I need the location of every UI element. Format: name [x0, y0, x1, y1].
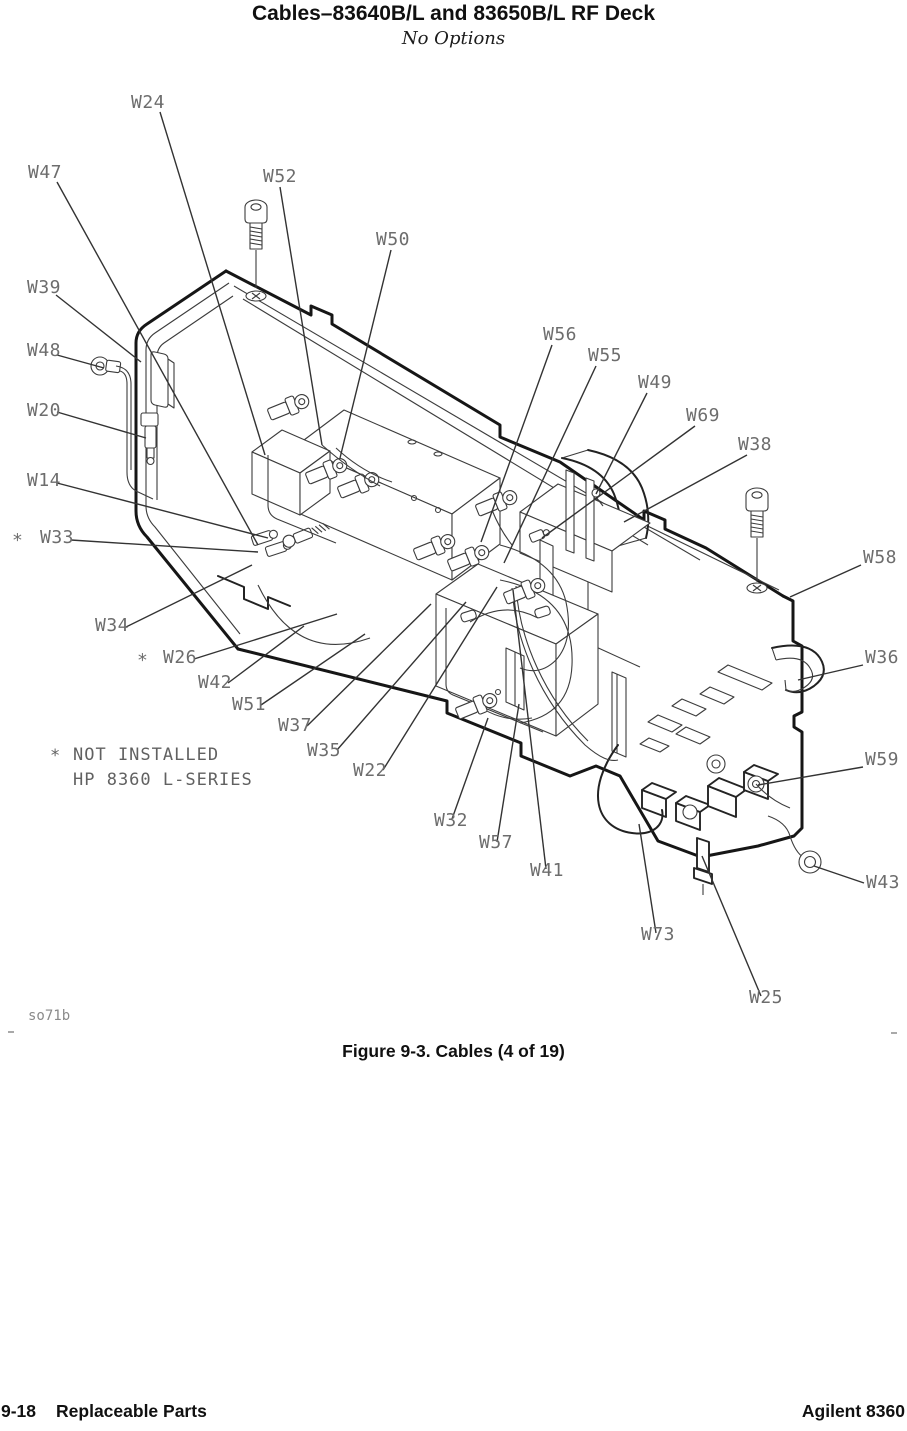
- leader-line: [702, 856, 761, 996]
- leader-line: [228, 626, 304, 683]
- callout-label: W24: [131, 92, 166, 113]
- w43-connector: [768, 816, 821, 873]
- note-asterisk: *: [50, 746, 62, 766]
- callout-label: W22: [353, 760, 388, 781]
- leader-line: [814, 866, 864, 883]
- leader-line: [56, 295, 141, 362]
- page-footer: [0, 1401, 907, 1425]
- footer-section: Replaceable Parts: [56, 1401, 207, 1421]
- callout-W26: [137, 614, 337, 671]
- w48-connector: [91, 357, 153, 499]
- page-number: 9-18: [1, 1401, 37, 1421]
- callout-label: W55: [588, 345, 623, 366]
- callout-label: W14: [27, 470, 62, 491]
- callout-label: W25: [749, 987, 784, 1008]
- w25-plunger: [694, 838, 712, 895]
- callout-label: W51: [232, 694, 267, 715]
- not-installed-asterisk: *: [12, 530, 24, 551]
- callout-label: W50: [376, 229, 411, 250]
- right-screw: [746, 488, 768, 593]
- callout-label: W39: [27, 277, 62, 298]
- spring-bolt: [281, 520, 330, 549]
- callout-W42: [198, 626, 304, 693]
- callout-W33: [12, 527, 258, 552]
- leader-line: [497, 704, 519, 842]
- callout-label: W26: [163, 647, 198, 668]
- callout-label: W58: [863, 547, 898, 568]
- note-line-1: NOT INSTALLED: [73, 745, 220, 765]
- leader-line: [57, 483, 268, 538]
- not-installed-note: [50, 745, 253, 790]
- callout-label: W36: [865, 647, 900, 668]
- callout-label: W35: [307, 740, 342, 761]
- crop-mark-left: [8, 1031, 14, 1033]
- callout-label: W37: [278, 715, 313, 736]
- callout-W59: [758, 749, 899, 785]
- callout-label: W57: [479, 832, 514, 853]
- callout-W34: [95, 565, 252, 636]
- callout-label: W20: [27, 400, 62, 421]
- callout-label: W48: [27, 340, 62, 361]
- callout-label: W47: [28, 162, 63, 183]
- w20-plug: [141, 413, 158, 465]
- leader-line: [790, 565, 861, 597]
- callout-label: W49: [638, 372, 673, 393]
- leader-line: [71, 540, 258, 552]
- callout-label: W59: [865, 749, 900, 770]
- note-line-2: HP 8360 L-SERIES: [73, 770, 253, 790]
- leader-line: [261, 634, 365, 705]
- footer-left: [1, 1401, 207, 1422]
- not-installed-asterisk: *: [137, 650, 149, 671]
- callout-label: W34: [95, 615, 130, 636]
- leader-line: [596, 393, 647, 494]
- leader-line: [639, 824, 656, 933]
- callout-label: W38: [738, 434, 773, 455]
- callout-label: W69: [686, 405, 721, 426]
- callout-W73: [639, 824, 675, 945]
- rf-deck-drawing: [91, 200, 824, 895]
- page-title: Cables–83640B/L and 83650B/L RF Deck: [251, 2, 656, 25]
- callout-label: W32: [434, 810, 469, 831]
- leader-line: [57, 412, 146, 438]
- callout-W47: [28, 162, 258, 545]
- drawing-code: so71b: [28, 1008, 71, 1024]
- page-subtitle: No Options: [401, 28, 506, 49]
- figure-caption: Figure 9-3. Cables (4 of 19): [342, 1041, 565, 1061]
- callout-W43: [814, 866, 900, 893]
- callout-label: W73: [641, 924, 676, 945]
- callout-W32: [434, 718, 488, 831]
- leader-line: [307, 604, 431, 726]
- callout-label: W52: [263, 166, 298, 187]
- leader-line: [126, 565, 252, 627]
- footer-right: Agilent 8360: [801, 1401, 905, 1421]
- callout-W58: [790, 547, 897, 597]
- leader-line: [798, 665, 863, 680]
- callout-W20: [27, 400, 146, 438]
- ribbon-cable-w36: [772, 646, 824, 693]
- top-screw: [245, 200, 267, 301]
- callout-W37: [278, 604, 431, 736]
- crop-mark-right: [891, 1032, 897, 1034]
- callout-W25: [702, 856, 783, 1008]
- leader-line: [452, 718, 488, 819]
- deck-top-edge: [226, 271, 783, 596]
- callout-label: W56: [543, 324, 578, 345]
- callout-label: W41: [530, 860, 565, 881]
- callout-label: W42: [198, 672, 233, 693]
- callout-label: W43: [866, 872, 901, 893]
- callout-label: W33: [40, 527, 75, 548]
